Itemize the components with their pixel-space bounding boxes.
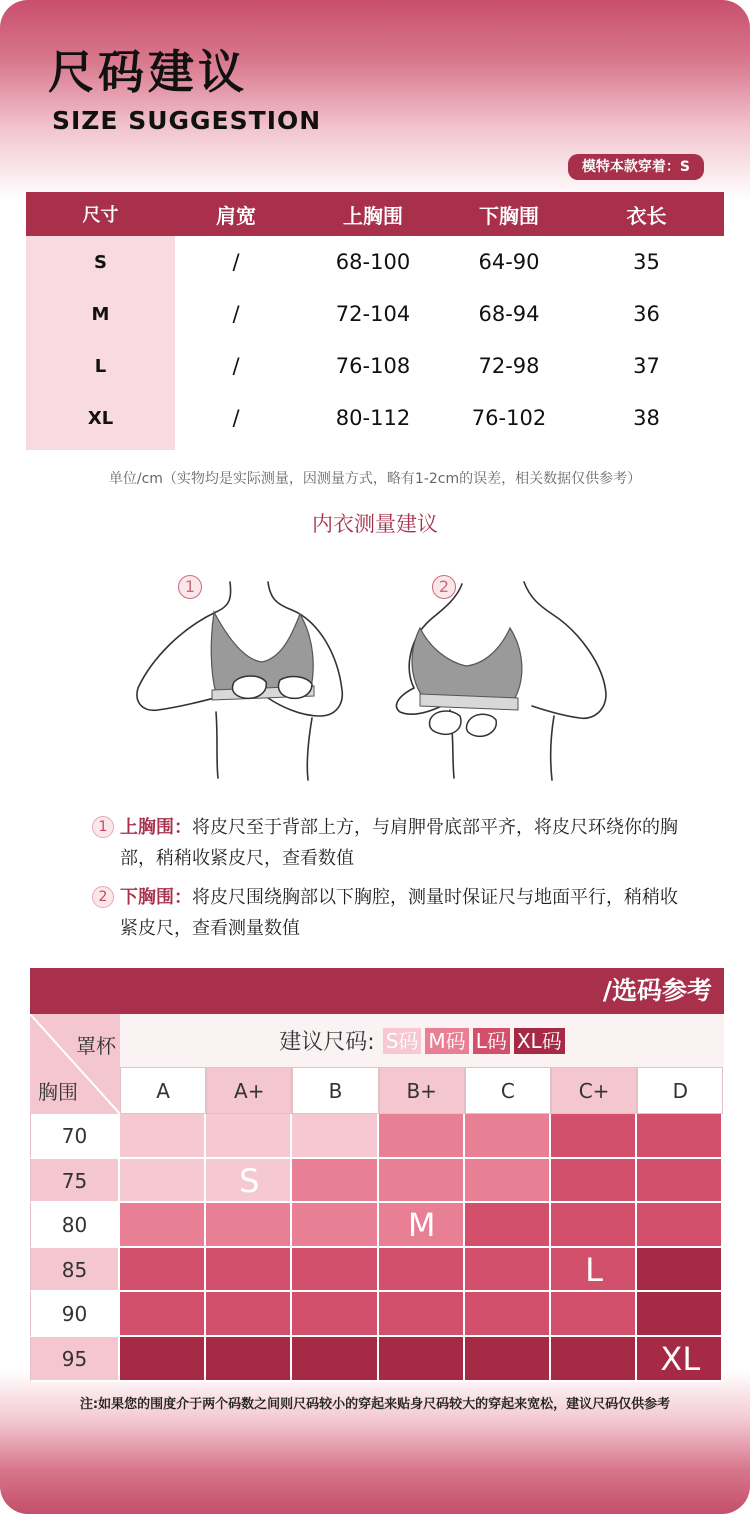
step-label: 上胸围： [120, 817, 192, 838]
size-cell [292, 1114, 378, 1159]
under-bust-value: 72-98 [478, 354, 540, 378]
size-label: L [94, 355, 107, 377]
size-label: S [94, 251, 107, 273]
shoulder-value: / [232, 250, 240, 274]
length-value: 37 [633, 354, 660, 378]
legend-swatch-s: S码 [383, 1028, 422, 1054]
figure-number-2: 2 [432, 575, 456, 599]
legend-swatch-xl: XL码 [514, 1028, 565, 1054]
upper-bust-value: 76-108 [335, 354, 411, 378]
step-label: 下胸围： [120, 887, 192, 908]
step-number: 1 [92, 816, 114, 838]
legend-label: 建议尺码: [279, 1030, 375, 1055]
bust-header: 90 [30, 1292, 120, 1337]
step-number: 2 [92, 886, 114, 908]
size-cell [551, 1114, 637, 1159]
size-cell [120, 1203, 206, 1248]
length-value: 36 [633, 302, 660, 326]
cup-header: C [465, 1067, 551, 1114]
size-cell [379, 1292, 465, 1337]
size-cell [292, 1248, 378, 1293]
under-bust-value: 64-90 [478, 250, 540, 274]
cup-header: C+ [551, 1067, 637, 1114]
size-cell [465, 1292, 551, 1337]
size-cell [206, 1292, 292, 1337]
size-table-body [26, 236, 724, 450]
size-cell [206, 1337, 292, 1382]
cup-header: D [637, 1067, 723, 1114]
measure-steps [92, 812, 692, 946]
size-cell [637, 1248, 723, 1293]
size-cell [379, 1159, 465, 1204]
col-header-shoulder: 肩宽 [216, 203, 256, 228]
size-table-header [26, 192, 724, 236]
size-cell [120, 1337, 206, 1382]
shoulder-value: / [232, 302, 240, 326]
legend-swatch-m: M码 [425, 1028, 468, 1054]
bust-header: 95 [30, 1337, 120, 1382]
size-cell [551, 1292, 637, 1337]
step-text: 将皮尺至于背部上方，与肩胛骨底部平齐，将皮尺环绕你的胸部，稍稍收紧皮尺，查看数值 [120, 817, 678, 869]
table-row [26, 288, 724, 340]
size-cell [120, 1159, 206, 1204]
bust-header: 80 [30, 1203, 120, 1248]
reference-title: /选码参考 [30, 968, 724, 1014]
size-cell [551, 1159, 637, 1204]
step-text: 将皮尺围绕胸部以下胸腔，测量时保证尺与地面平行，稍稍收紧皮尺，查看测量数值 [120, 887, 678, 939]
size-cell [292, 1292, 378, 1337]
reference-grid [30, 1014, 724, 1382]
size-cell [206, 1248, 292, 1293]
size-mark: XL [660, 1340, 701, 1378]
size-cell [292, 1337, 378, 1382]
col-header-upper-bust: 上胸围 [343, 203, 403, 228]
footer-note: 注:如果您的围度介于两个码数之间则尺码较小的穿起来贴身尺码较大的穿起来宽松，建议尺码仅供参考 [79, 1397, 671, 1412]
size-cell [637, 1292, 723, 1337]
measure-step-under-bust [92, 882, 692, 944]
col-header-length: 衣长 [626, 203, 667, 228]
measure-title: 内衣测量建议 [312, 512, 438, 536]
size-cell [206, 1114, 292, 1159]
grid-corner [30, 1014, 120, 1114]
size-cell [292, 1203, 378, 1248]
cup-axis-label: 罩杯 [76, 1034, 116, 1058]
size-mark: M [407, 1206, 436, 1245]
table-row [26, 236, 724, 288]
size-cell [379, 1248, 465, 1293]
size-cell [465, 1337, 551, 1382]
page-title: 尺码建议 [48, 45, 248, 99]
col-header-under-bust: 下胸围 [479, 203, 539, 228]
under-bust-value: 76-102 [471, 406, 547, 430]
bust-header: 85 [30, 1248, 120, 1293]
size-cell [292, 1159, 378, 1204]
size-cell [379, 1114, 465, 1159]
cup-header: A+ [206, 1067, 292, 1114]
under-bust-value: 68-94 [478, 302, 540, 326]
bra-measure-illustration [130, 570, 630, 790]
size-cell [465, 1248, 551, 1293]
table-row [26, 392, 724, 444]
length-value: 35 [633, 250, 660, 274]
upper-bust-value: 72-104 [335, 302, 411, 326]
upper-bust-value: 68-100 [335, 250, 411, 274]
size-cell [637, 1203, 723, 1248]
cup-header: B+ [379, 1067, 465, 1114]
shoulder-value: / [232, 406, 240, 430]
size-mark: S [239, 1161, 260, 1200]
size-cell [637, 1159, 723, 1204]
size-cell [379, 1337, 465, 1382]
size-cell [120, 1248, 206, 1293]
bust-header: 70 [30, 1114, 120, 1159]
size-legend [120, 1014, 724, 1067]
size-table [26, 192, 724, 450]
size-cell [206, 1203, 292, 1248]
size-label: XL [87, 407, 114, 429]
bust-header: 75 [30, 1159, 120, 1204]
legend-swatch-l: L码 [473, 1028, 510, 1054]
size-cell [120, 1114, 206, 1159]
length-value: 38 [633, 406, 660, 430]
bust-axis-label: 胸围 [38, 1080, 78, 1104]
measure-step-upper-bust [92, 812, 692, 874]
cup-header: A [120, 1067, 206, 1114]
size-cell [465, 1159, 551, 1204]
size-cell [551, 1337, 637, 1382]
col-header-size: 尺寸 [82, 205, 119, 226]
unit-note: 单位/cm（实物均是实际测量，因测量方式，略有1-2cm的误差，相关数据仅供参考） [108, 471, 642, 487]
model-size-badge: 模特本款穿着：S [568, 154, 704, 180]
size-reference-chart [30, 968, 724, 1382]
size-cell [465, 1114, 551, 1159]
shoulder-value: / [232, 354, 240, 378]
measure-illustrations [130, 570, 630, 790]
size-cell [465, 1203, 551, 1248]
size-cell [551, 1203, 637, 1248]
figure-number-1: 1 [178, 575, 202, 599]
size-label: M [91, 303, 110, 325]
page-subtitle: SIZE SUGGESTION [52, 106, 322, 135]
upper-bust-value: 80-112 [335, 406, 411, 430]
size-mark: L [585, 1250, 603, 1289]
table-row [26, 340, 724, 392]
size-cell [120, 1292, 206, 1337]
cup-header: B [292, 1067, 378, 1114]
size-cell [637, 1114, 723, 1159]
